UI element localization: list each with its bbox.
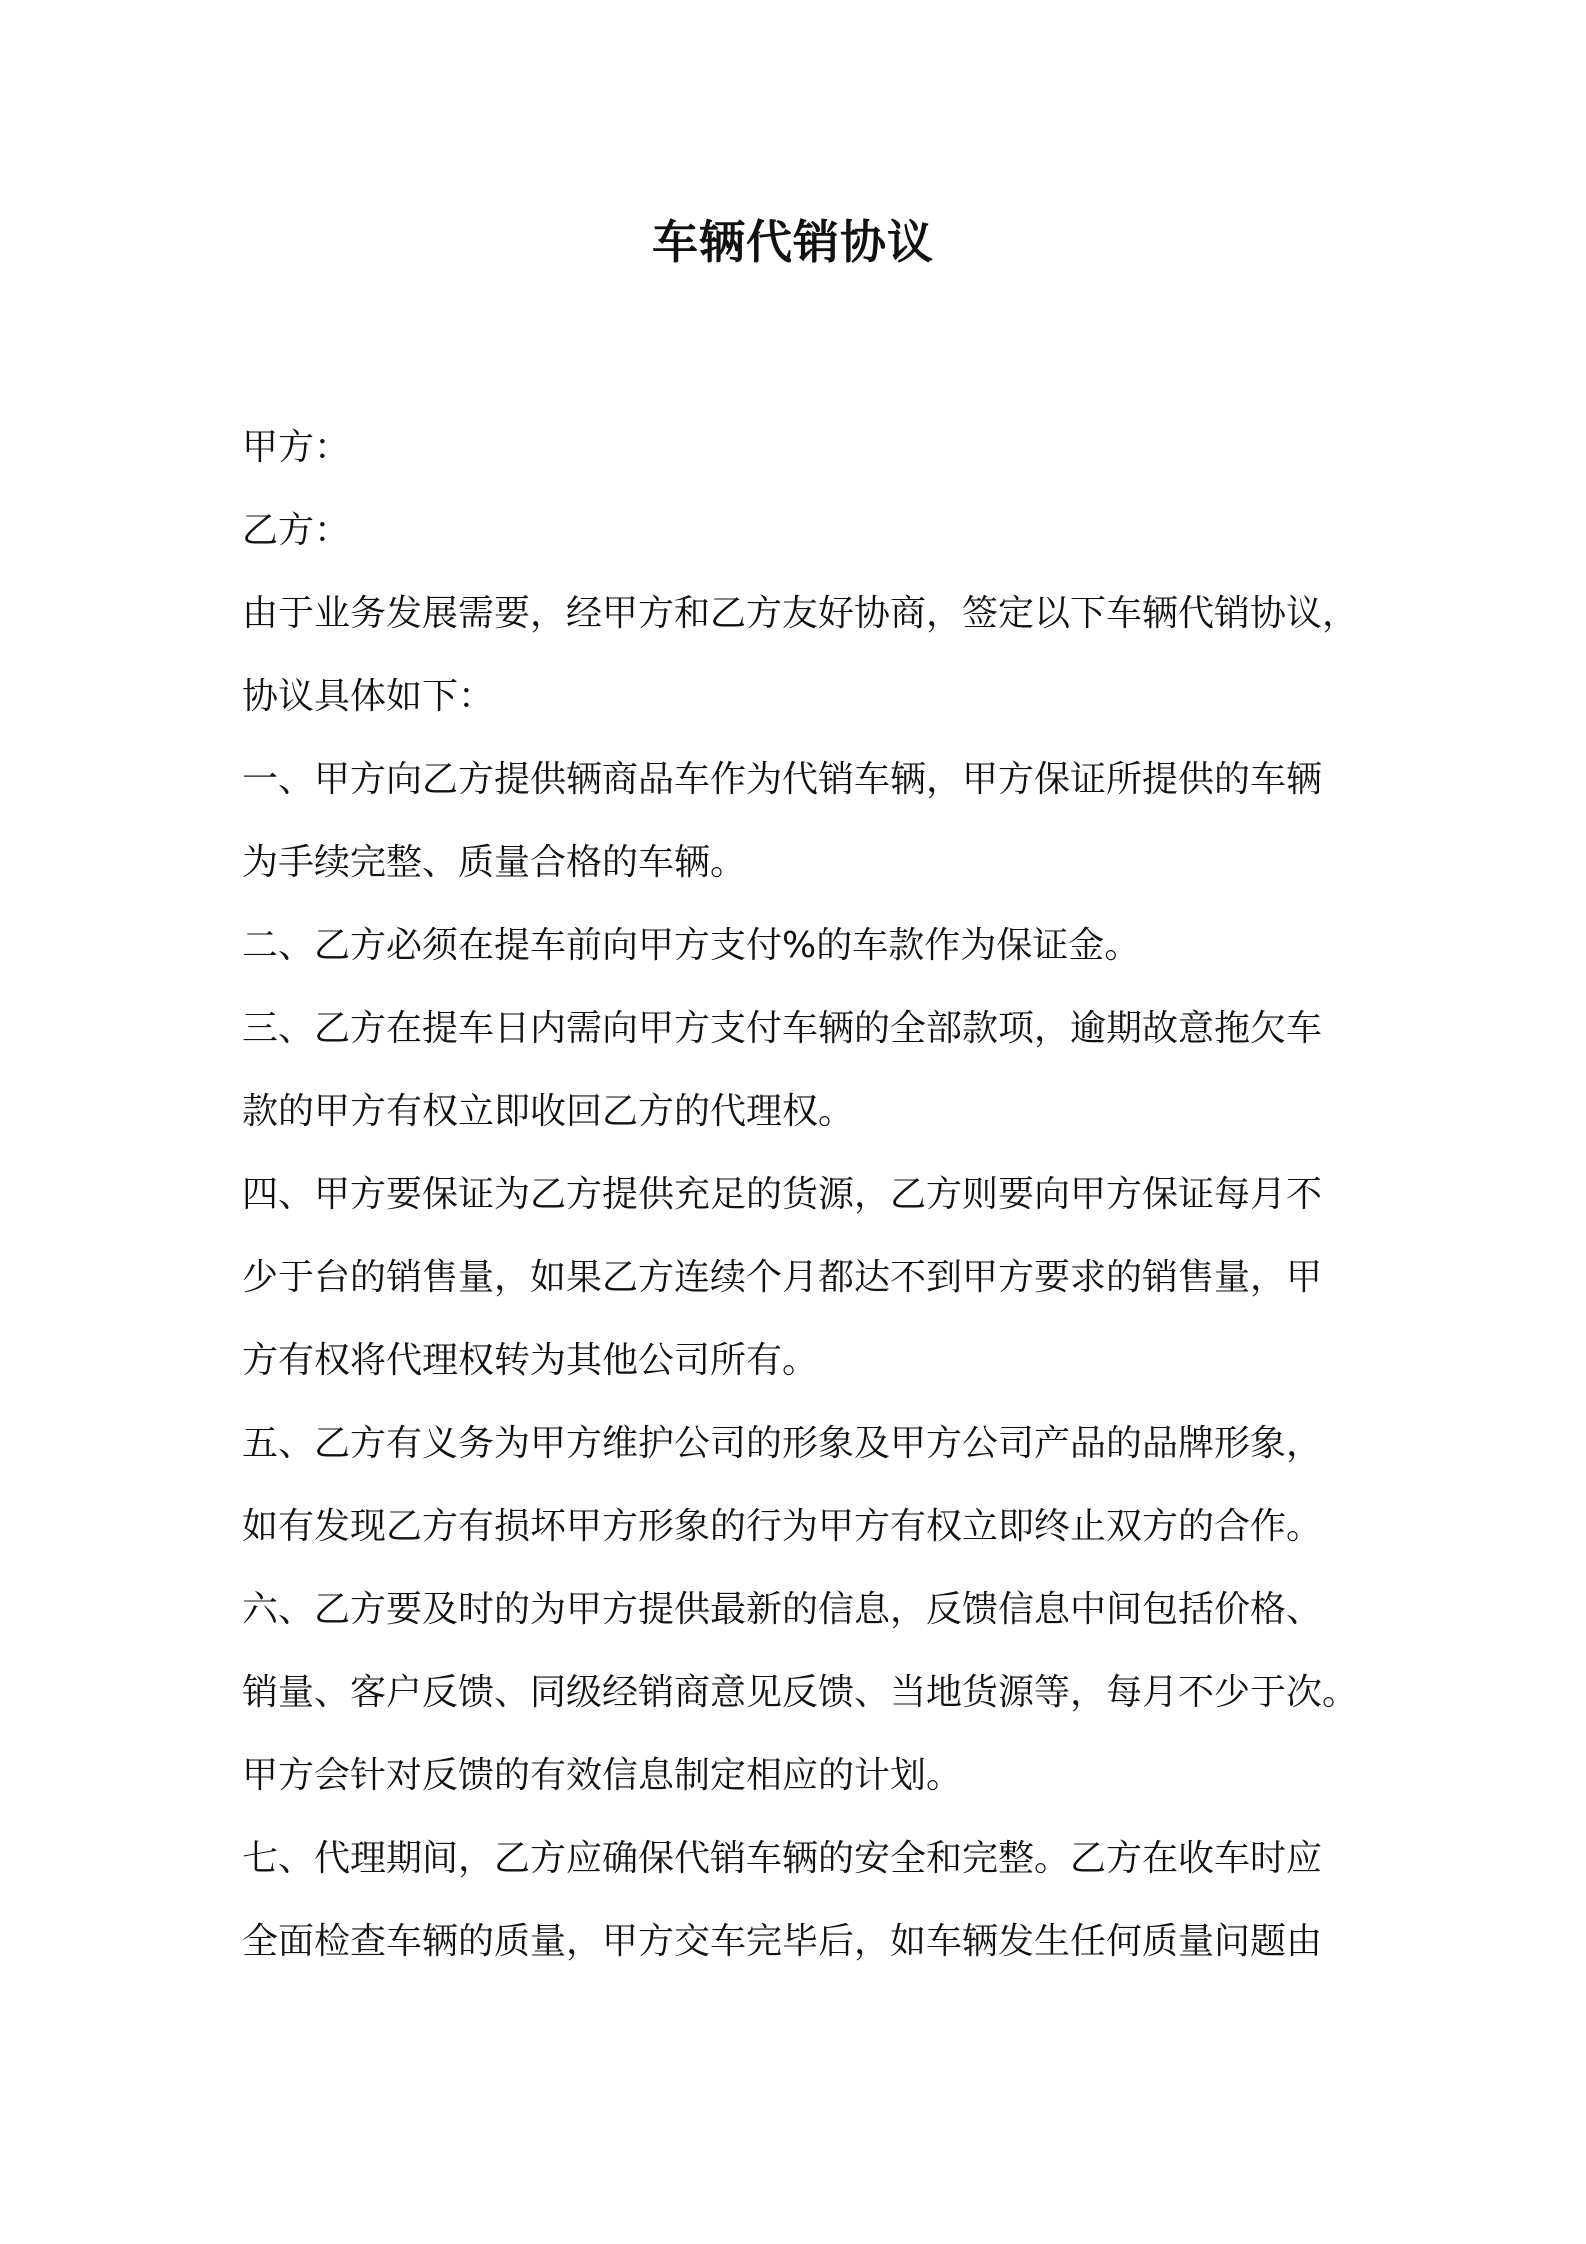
clause-4-line-3: 方有权将代理权转为其他公司所有。 (242, 1340, 819, 1381)
clause-2-line-1: 二、乙方必须在提车前向甲方支付%的车款作为保证金。 (242, 925, 1141, 966)
clause-5-line-2: 如有发现乙方有损坏甲方形象的行为甲方有权立即终止双方的合作。 (242, 1506, 1323, 1547)
clause-7-line-2: 全面检查车辆的质量，甲方交车完毕后，如车辆发生任何质量问题由 (242, 1921, 1323, 1962)
clause-6-line-3: 甲方会针对反馈的有效信息制定相应的计划。 (242, 1755, 963, 1796)
clause-6-line-2: 销量、客户反馈、同级经销商意见反馈、当地货源等，每月不少于次。 (242, 1672, 1359, 1713)
clause-3-line-1: 三、乙方在提车日内需向甲方支付车辆的全部款项，逾期故意拖欠车 (242, 1008, 1323, 1049)
clause-6-line-1: 六、乙方要及时的为甲方提供最新的信息，反馈信息中间包括价格、 (242, 1589, 1323, 1630)
clause-1-line-2: 为手续完整、质量合格的车辆。 (242, 842, 747, 883)
clause-5-line-1: 五、乙方有义务为甲方维护公司的形象及甲方公司产品的品牌形象， (242, 1423, 1323, 1464)
document-title: 车辆代销协议 (652, 215, 934, 269)
preamble-line-1: 由于业务发展需要，经甲方和乙方友好协商，签定以下车辆代销协议， (242, 593, 1359, 634)
clause-3-line-2: 款的甲方有权立即收回乙方的代理权。 (242, 1091, 855, 1132)
document-body (242, 406, 1357, 1983)
clause-7-line-1: 七、代理期间，乙方应确保代销车辆的安全和完整。乙方在收车时应 (242, 1838, 1323, 1879)
party-b-line: 乙方： (242, 510, 351, 551)
party-a-line: 甲方： (242, 427, 351, 468)
preamble-line-2: 协议具体如下： (242, 676, 495, 717)
clause-1-line-1: 一、甲方向乙方提供辆商品车作为代销车辆，甲方保证所提供的车辆 (242, 759, 1323, 800)
clause-4-line-2: 少于台的销售量，如果乙方连续个月都达不到甲方要求的销售量，甲 (242, 1257, 1323, 1298)
clause-4-line-1: 四、甲方要保证为乙方提供充足的货源，乙方则要向甲方保证每月不 (242, 1174, 1323, 1215)
